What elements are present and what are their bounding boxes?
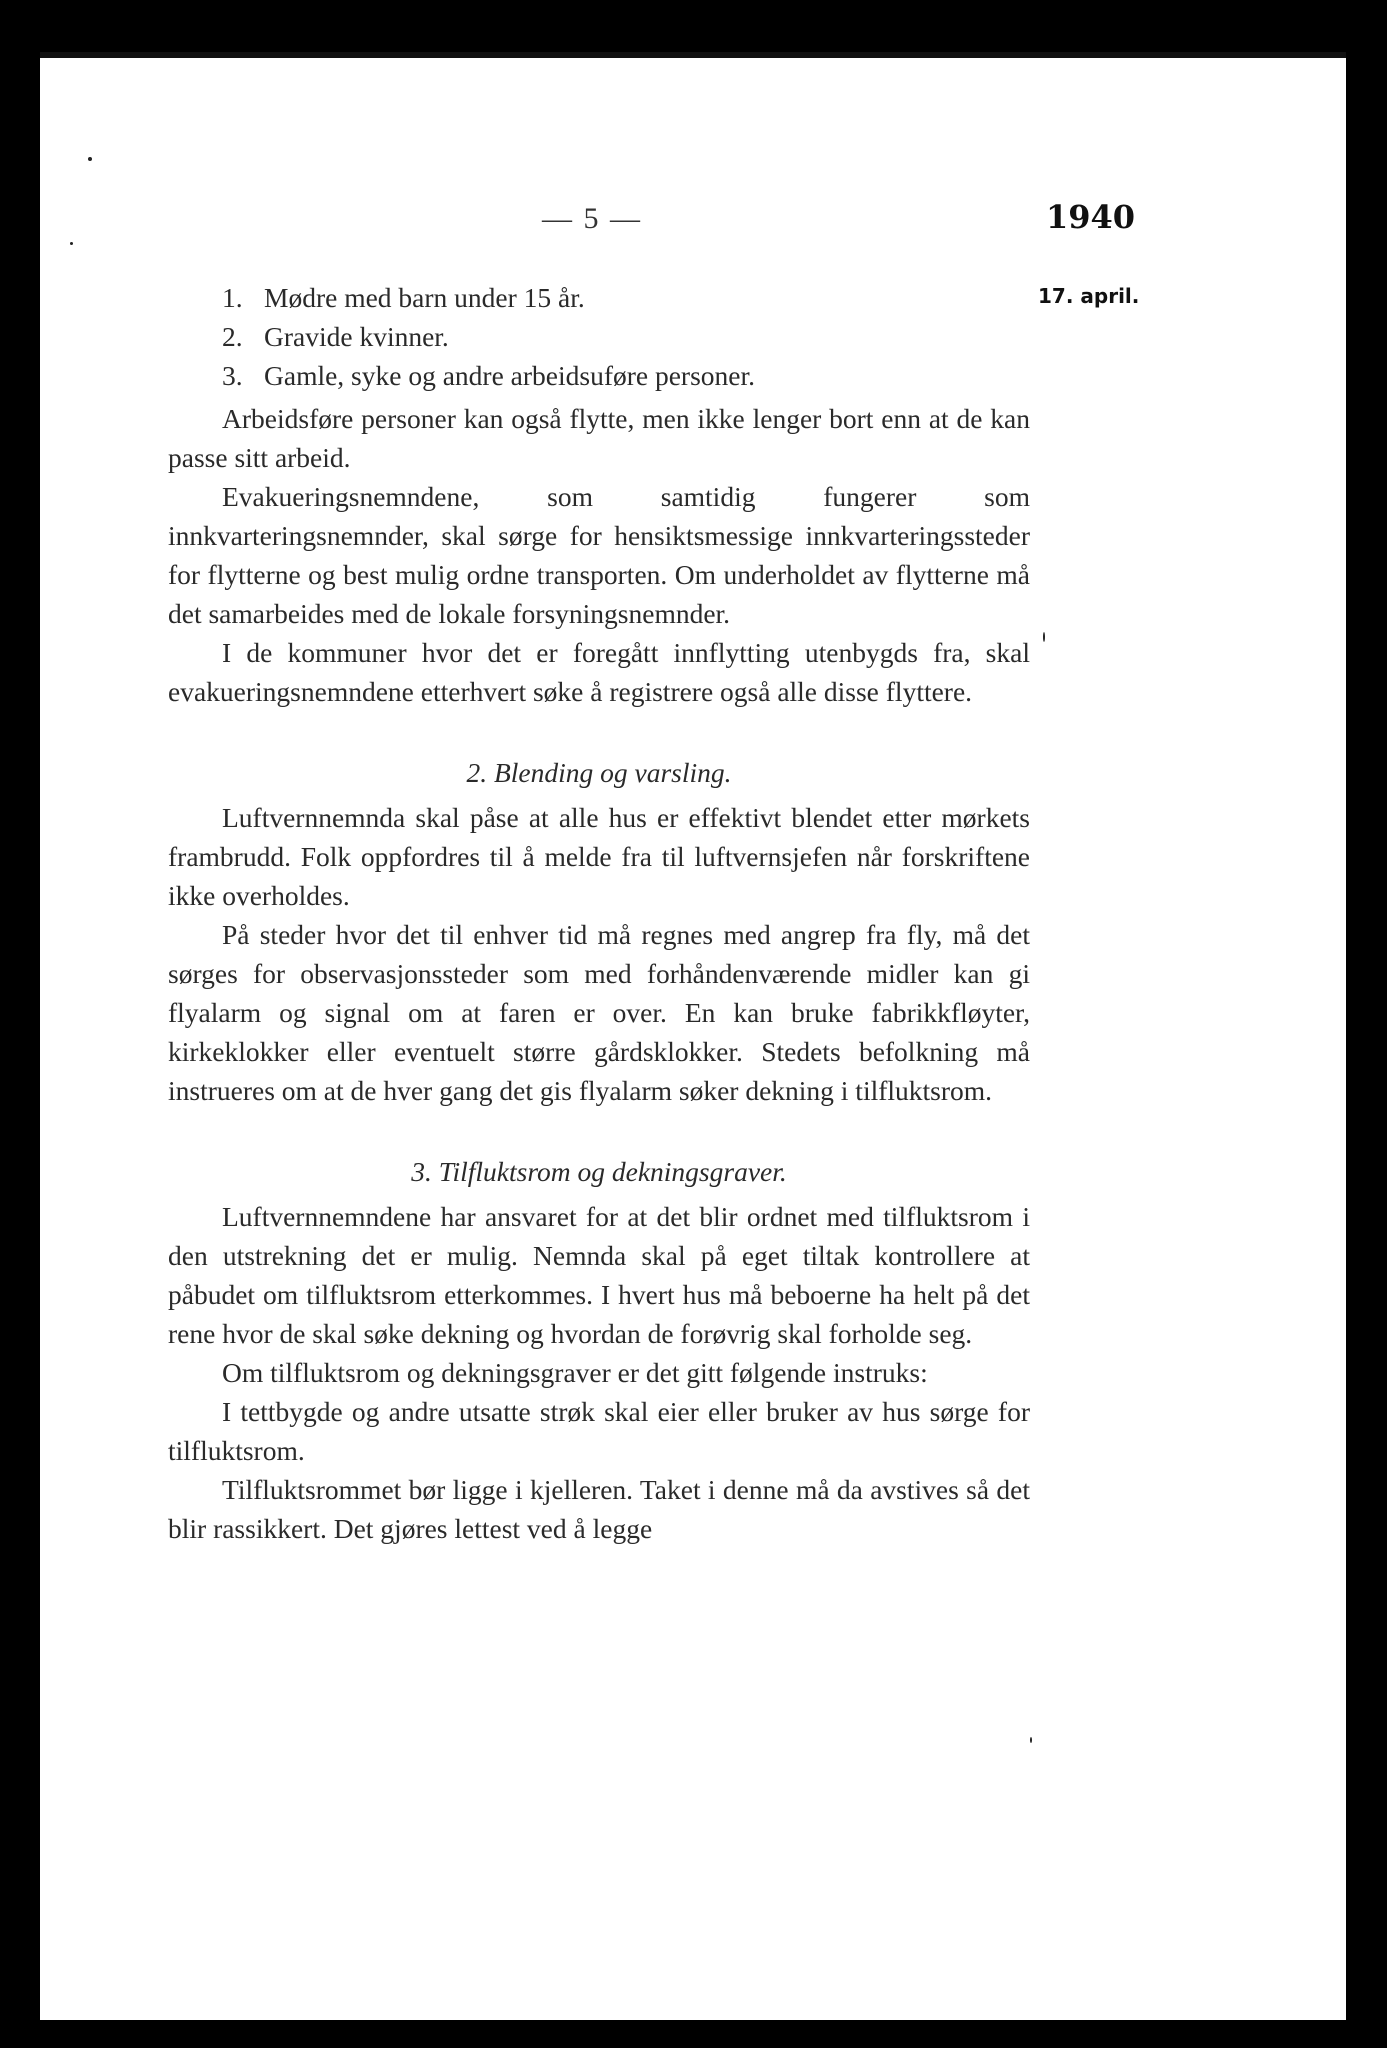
paragraph: Tilfluktsrommet bør ligge i kjelleren. Taket i denne må da avstives så det blir rassikkert. Det gjøres lettest ved å legge [168,1474,1030,1544]
list-item-number: 3. [222,360,243,391]
paragraph: Om tilfluktsrom og dekningsgraver er det gitt følgende instruks: [222,1357,928,1388]
paragraph: På steder hvor det til enhver tid må regnes med angrep fra fly, må det sørges for observasjonssteder som med forhåndenværende midler kan gi flyalarm og signal om at faren er over. En kan bruke fabrikkfløyter, kirkeklokker eller eventuelt større gårdsklokker. Stedets befolkning må instrueres om at de hver gang det gis flyalarm søker dekning i tilfluktsrom. [168,919,1030,1106]
paragraph: Luftvernnemndene har ansvaret for at det blir ordnet med tilfluktsrom i den utstrekning det er mulig. Nemnda skal på eget tiltak kontrollere at påbudet om tilfluktsrom etterkommes. I hvert hus må beboerne ha helt på det rene hvor de skal søke dekning og hvordan de forøvrig skal forholde seg. [168,1201,1030,1349]
list-item-text: Gamle, syke og andre arbeidsuføre personer. [264,360,755,391]
margin-date: 17. april. [1038,284,1140,308]
list-item [168,317,1030,356]
year-label: 1940 [1046,198,1136,236]
list-item-text: Mødre med barn under 15 år. [264,282,585,313]
paragraph: I tettbygde og andre utsatte strøk skal eier eller bruker av hus sørge for tilfluktsrom. [168,1396,1030,1466]
section-heading-tilfluktsrom: 3. Tilfluktsrom og dekningsgraver. [411,1156,787,1187]
document-body [168,278,1030,1548]
paragraph: I de kommuner hvor det er foregått innflytting utenbygds fra, skal evakueringsnemndene etterhvert søke å registrere også alle disse flyttere. [168,637,1030,707]
scan-speck [1030,1737,1032,1743]
paragraph: Evakueringsnemndene, som samtidig fungerer som innkvarteringsnemnder, skal sørge for hensiktsmessige innkvarteringssteder for flytterne og best mulig ordne transporten. Om underholdet av flytterne må det samarbeides med de lokale forsyningsnemnder. [168,481,1030,629]
scan-speck [1043,632,1045,642]
paragraph: Arbeidsføre personer kan også flytte, men ikke lenger bort enn at de kan passe sitt arbeid. [168,403,1030,473]
page-number: — 5 — [542,202,642,235]
list-item-number: 2. [222,321,243,352]
list-item-number: 1. [222,282,243,313]
section-heading-blending: 2. Blending og varsling. [466,757,732,788]
scan-top-edge [40,52,1346,58]
scan-speck [88,157,92,161]
page-header [40,198,1346,262]
document-page [40,52,1346,2020]
paragraph: Luftvernnemnda skal påse at alle hus er effektivt blendet etter mørkets frambrudd. Folk oppfordres til å melde fra til luftvernsjefen når forskriftene ikke overholdes. [168,802,1030,911]
list-item [168,278,1030,317]
list-item [168,356,1030,395]
list-item-text: Gravide kvinner. [264,321,449,352]
